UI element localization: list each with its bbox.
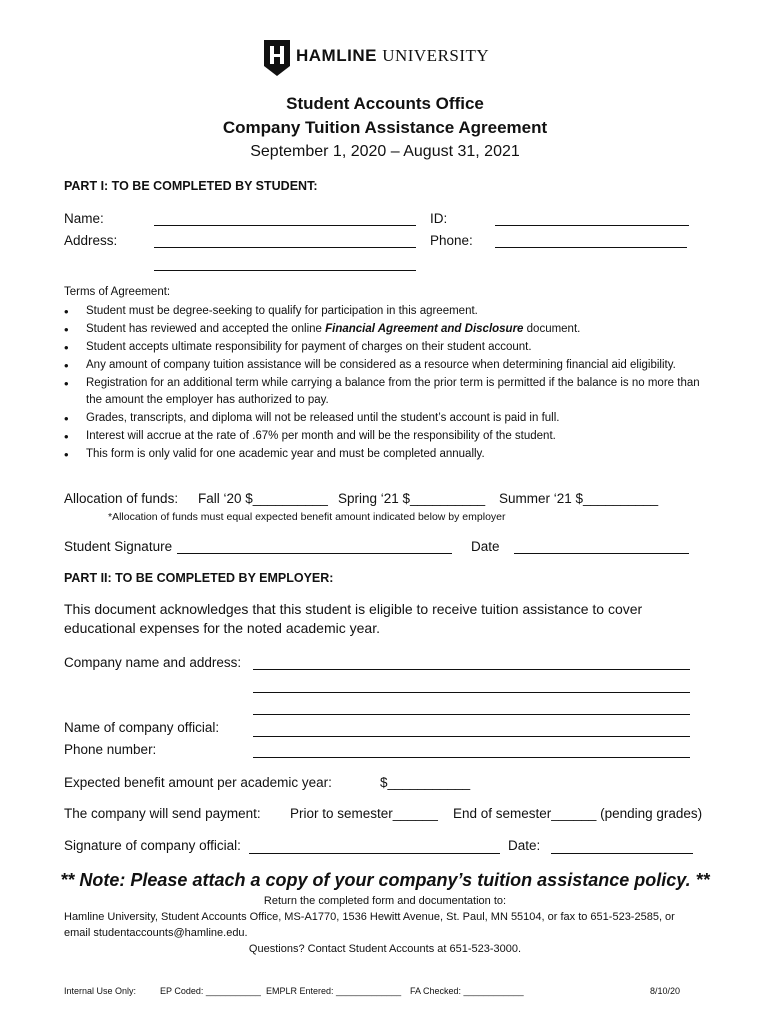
return-address-line2: email studentaccounts@hamline.edu. bbox=[64, 927, 248, 939]
student-date-label: Date bbox=[471, 539, 500, 554]
part1-heading: PART I: TO BE COMPLETED BY STUDENT: bbox=[64, 179, 318, 193]
acknowledgement-line2: educational expenses for the noted academic year. bbox=[64, 620, 380, 636]
company-label: Company name and address: bbox=[64, 655, 242, 670]
address-label: Address: bbox=[64, 233, 118, 248]
term-item: • Registration for an additional term while carrying a balance from the prior term is permitted if the balance is no more than the amount the employer has authorized to pay. bbox=[64, 375, 704, 409]
terms-list bbox=[64, 303, 704, 464]
official-date-label: Date: bbox=[508, 838, 541, 853]
term-item: • Student must be degree-seeking to qualify for participation in this agreement. bbox=[64, 303, 704, 320]
address-field-2[interactable] bbox=[154, 270, 416, 271]
academic-year-dates: September 1, 2020 – August 31, 2021 bbox=[250, 143, 520, 160]
spring-allocation-field[interactable]: Spring ‘21 $__________ bbox=[338, 491, 486, 506]
allocation-note: *Allocation of funds must equal expected benefit amount indicated below by employer bbox=[108, 511, 506, 523]
name-label: Name: bbox=[64, 211, 104, 226]
form-title: Company Tuition Assistance Agreement bbox=[222, 118, 548, 137]
official-signature-field[interactable] bbox=[249, 853, 500, 854]
summer-allocation-field[interactable]: Summer ‘21 $__________ bbox=[499, 491, 659, 506]
payment-label: The company will send payment: bbox=[64, 806, 261, 821]
revision-date: 8/10/20 bbox=[650, 986, 681, 996]
official-signature-label: Signature of company official: bbox=[64, 838, 241, 853]
term-item: • This form is only valid for one academic year and must be completed annually. bbox=[64, 446, 704, 463]
allocation-label: Allocation of funds: bbox=[64, 491, 179, 506]
term-item: • Grades, transcripts, and diploma will not be released until the student’s account is paid in full. bbox=[64, 410, 704, 427]
student-signature-field[interactable] bbox=[177, 553, 452, 554]
hamline-logo-icon bbox=[264, 40, 290, 76]
prior-to-semester-option[interactable]: Prior to semester______ bbox=[290, 806, 438, 821]
name-field[interactable] bbox=[154, 225, 416, 226]
id-field[interactable] bbox=[495, 225, 689, 226]
phone-label: Phone: bbox=[430, 233, 473, 248]
emplr-entered-field: EMPLR Entered: _____________ bbox=[266, 986, 402, 996]
end-of-semester-option[interactable]: End of semester______ (pending grades) bbox=[453, 806, 703, 821]
term-item: • Interest will accrue at the rate of .67% per month and will be the responsibility of the student. bbox=[64, 428, 704, 445]
brand-name: HAMLINE UNIVERSITY bbox=[296, 46, 490, 65]
official-label: Name of company official: bbox=[64, 720, 220, 735]
company-phone-label: Phone number: bbox=[64, 742, 157, 757]
questions-contact: Questions? Contact Student Accounts at 651-523-3000. bbox=[248, 943, 522, 955]
official-field[interactable] bbox=[253, 736, 690, 737]
office-title: Student Accounts Office bbox=[286, 94, 484, 113]
terms-heading: Terms of Agreement: bbox=[64, 286, 171, 298]
return-address-line1: Hamline University, Student Accounts Office, MS-A1770, 1536 Hewitt Avenue, St. Paul, MN 55104, or fax to 651-523-2585, or bbox=[64, 911, 675, 923]
benefit-label: Expected benefit amount per academic year: bbox=[64, 775, 332, 790]
address-field-1[interactable] bbox=[154, 247, 416, 248]
fa-checked-field: FA Checked: ____________ bbox=[410, 986, 524, 996]
official-date-field[interactable] bbox=[551, 853, 693, 854]
acknowledgement-line1: This document acknowledges that this student is eligible to receive tuition assistance to cover bbox=[64, 601, 643, 617]
id-label: ID: bbox=[430, 211, 448, 226]
company-field-1[interactable] bbox=[253, 669, 690, 670]
internal-use-label: Internal Use Only: bbox=[64, 986, 137, 996]
term-item: • Any amount of company tuition assistance will be considered as a resource when determining financial aid eligibility. bbox=[64, 357, 704, 374]
return-instructions: Return the completed form and documentation to: bbox=[263, 895, 507, 907]
term-item: • Student has reviewed and accepted the online Financial Agreement and Disclosure document. bbox=[64, 321, 704, 338]
term-item: • Student accepts ultimate responsibility for payment of charges on their student account. bbox=[64, 339, 704, 356]
policy-note: ** Note: Please attach a copy of your company’s tuition assistance policy. ** bbox=[60, 870, 710, 890]
student-signature-label: Student Signature bbox=[64, 539, 173, 554]
company-field-3[interactable] bbox=[253, 714, 690, 715]
part2-heading: PART II: TO BE COMPLETED BY EMPLOYER: bbox=[64, 571, 334, 585]
fall-allocation-field[interactable]: Fall ‘20 $__________ bbox=[198, 491, 328, 506]
ep-coded-field: EP Coded: ___________ bbox=[160, 986, 261, 996]
phone-field[interactable] bbox=[495, 247, 687, 248]
company-phone-field[interactable] bbox=[253, 757, 690, 758]
student-date-field[interactable] bbox=[514, 553, 689, 554]
benefit-amount-field[interactable]: $___________ bbox=[380, 775, 471, 790]
company-field-2[interactable] bbox=[253, 692, 690, 693]
